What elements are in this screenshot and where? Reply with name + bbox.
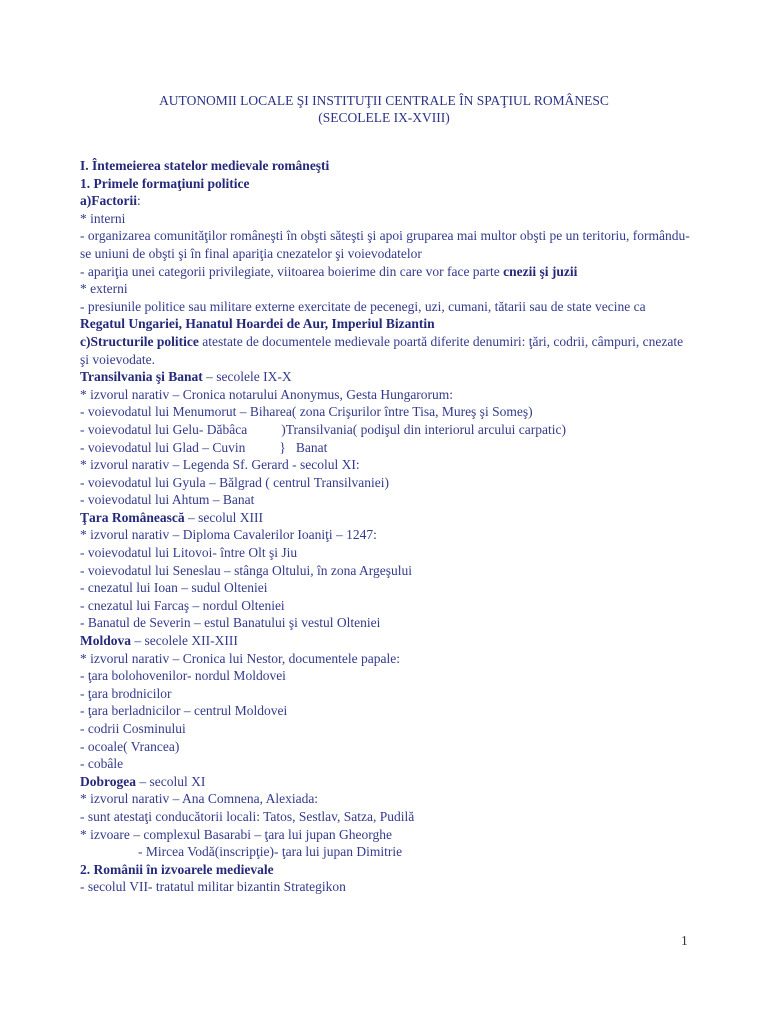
list-item: - ţara brodnicilor [80, 685, 172, 701]
region-moldova [80, 632, 690, 650]
list-item-text: - Mircea Vodă(inscripţie)- ţara lui jupan Dimitrie [138, 844, 403, 860]
list-item [80, 843, 690, 861]
region-period: – secolul XIII [184, 509, 263, 525]
title-line-1: AUTONOMII LOCALE ŞI INSTITUŢII CENTRALE ÎN SPAŢIUL ROMÂNESC [159, 93, 609, 108]
factors-line [80, 192, 690, 210]
list-item-text: - voievodatul lui Gelu- Dăbâca [80, 421, 248, 437]
list-item: - cobâle [80, 756, 124, 772]
region-tara-romaneasca [80, 509, 690, 527]
list-item: * izvorul narativ – Ana Comnena, Alexiada: [80, 791, 319, 807]
region-period: – secolele IX-X [202, 369, 292, 385]
document-title [0, 92, 768, 126]
list-item: - cnezatul lui Farcaş – nordul Olteniei [80, 597, 285, 613]
factors-colon: : [136, 193, 141, 209]
section-heading: I. Întemeierea statelor medievale româneşti [80, 158, 330, 173]
page-number: 1 [681, 933, 688, 948]
list-item: - codrii Cosminului [80, 721, 186, 736]
region-transilvania [80, 368, 690, 386]
privileged-text: - apariţia unei categorii privilegiate, viitoarea boierime din care vor face parte [80, 263, 504, 279]
list-item-text: - voievodatul lui Glad – Cuvin [80, 439, 246, 455]
brace: } [279, 439, 286, 455]
region-dobrogea [80, 773, 690, 791]
list-item: - sunt atestaţi conducătorii locali: Tatos, Sestlav, Satza, Pudilă [80, 808, 415, 824]
paragraph-structures [80, 333, 690, 368]
list-item: - voievodatul lui Litovoi- între Olt şi Jiu [80, 545, 298, 561]
pressures-text: - presiunile politice sau militare externe exercitate de pecenegi, uzi, cumani, tătarii sau de state vecine ca [80, 298, 646, 314]
region-name: Transilvania şi Banat [80, 369, 203, 385]
list-item: - Banatul de Severin – estul Banatului şi vestul Olteniei [80, 615, 381, 631]
list-item: - voievodatul lui Gyula – Bălgrad ( centrul Transilvaniei) [80, 474, 389, 490]
internal-factors: * interni [80, 210, 126, 226]
region-name: Moldova [80, 633, 132, 649]
list-item [80, 421, 690, 439]
list-item: * izvoare – complexul Basarabi – ţara lui jupan Gheorghe [80, 826, 393, 842]
list-item: * izvorul narativ – Legenda Sf. Gerard - secolul XI: [80, 457, 360, 473]
document-body [80, 157, 690, 896]
list-item: * izvorul narativ – Cronica lui Nestor, documentele papale: [80, 650, 400, 666]
region-name: Ţara Românească [80, 509, 185, 525]
pressures-bold: Regatul Ungariei, Hanatul Hoardei de Aur, Imperiul Bizantin [80, 316, 435, 332]
list-item-text: )Transilvania( podişul din interiorul arcului carpatic) [281, 421, 567, 437]
subsection-heading: 2. Românii în izvoarele medievale [80, 861, 274, 877]
factors-label: a)Factorii [80, 193, 137, 209]
list-item [80, 439, 690, 457]
external-factors: * externi [80, 281, 128, 297]
list-item: - voievodatul lui Ahtum – Banat [80, 492, 255, 508]
region-period: – secolul XI [136, 773, 206, 789]
region-name: Dobrogea [80, 773, 136, 789]
list-item: * izvorul narativ – Cronica notarului Anonymus, Gesta Hungarorum: [80, 386, 454, 402]
title-line-2: (SECOLELE IX-XVIII) [318, 110, 450, 125]
list-item: * izvorul narativ – Diploma Cavalerilor Ioaniţi – 1247: [80, 527, 377, 543]
structures-label: c)Structurile politice [80, 333, 199, 349]
paragraph-pressures [80, 298, 690, 333]
list-item: - voievodatul lui Seneslau – stânga Oltului, în zona Argeşului [80, 562, 412, 578]
list-item: - cnezatul lui Ioan – sudul Olteniei [80, 580, 268, 596]
region-period: – secolele XII-XIII [131, 633, 238, 649]
privileged-bold: cnezii şi juzii [503, 263, 578, 279]
list-item-text: Banat [295, 439, 328, 455]
list-item: - ţara bolohovenilor- nordul Moldovei [80, 668, 286, 684]
list-item: - ocoale( Vrancea) [80, 738, 180, 754]
paragraph-privileged [80, 263, 690, 281]
list-item: - secolul VII- tratatul militar bizantin Strategikon [80, 879, 346, 895]
structures-text: atestate de documentele medievale poartă diferite denumiri: ţări, codrii, câmpuri, cnezate şi voievodate. [80, 333, 684, 367]
paragraph-communities: - organizarea comunităţilor româneşti în obşti săteşti şi apoi gruparea mai multor obşti pe un teritoriu, formându-se uniuni de obşti şi în final apariţia cnezatelor şi voievodatelor [80, 228, 690, 261]
list-item: - ţara berladnicilor – centrul Moldovei [80, 703, 288, 719]
list-item: - voievodatul lui Menumorut – Biharea( zona Crişurilor între Tisa, Mureş şi Someş) [80, 404, 533, 420]
subsection-heading: 1. Primele formaţiuni politice [80, 175, 250, 191]
